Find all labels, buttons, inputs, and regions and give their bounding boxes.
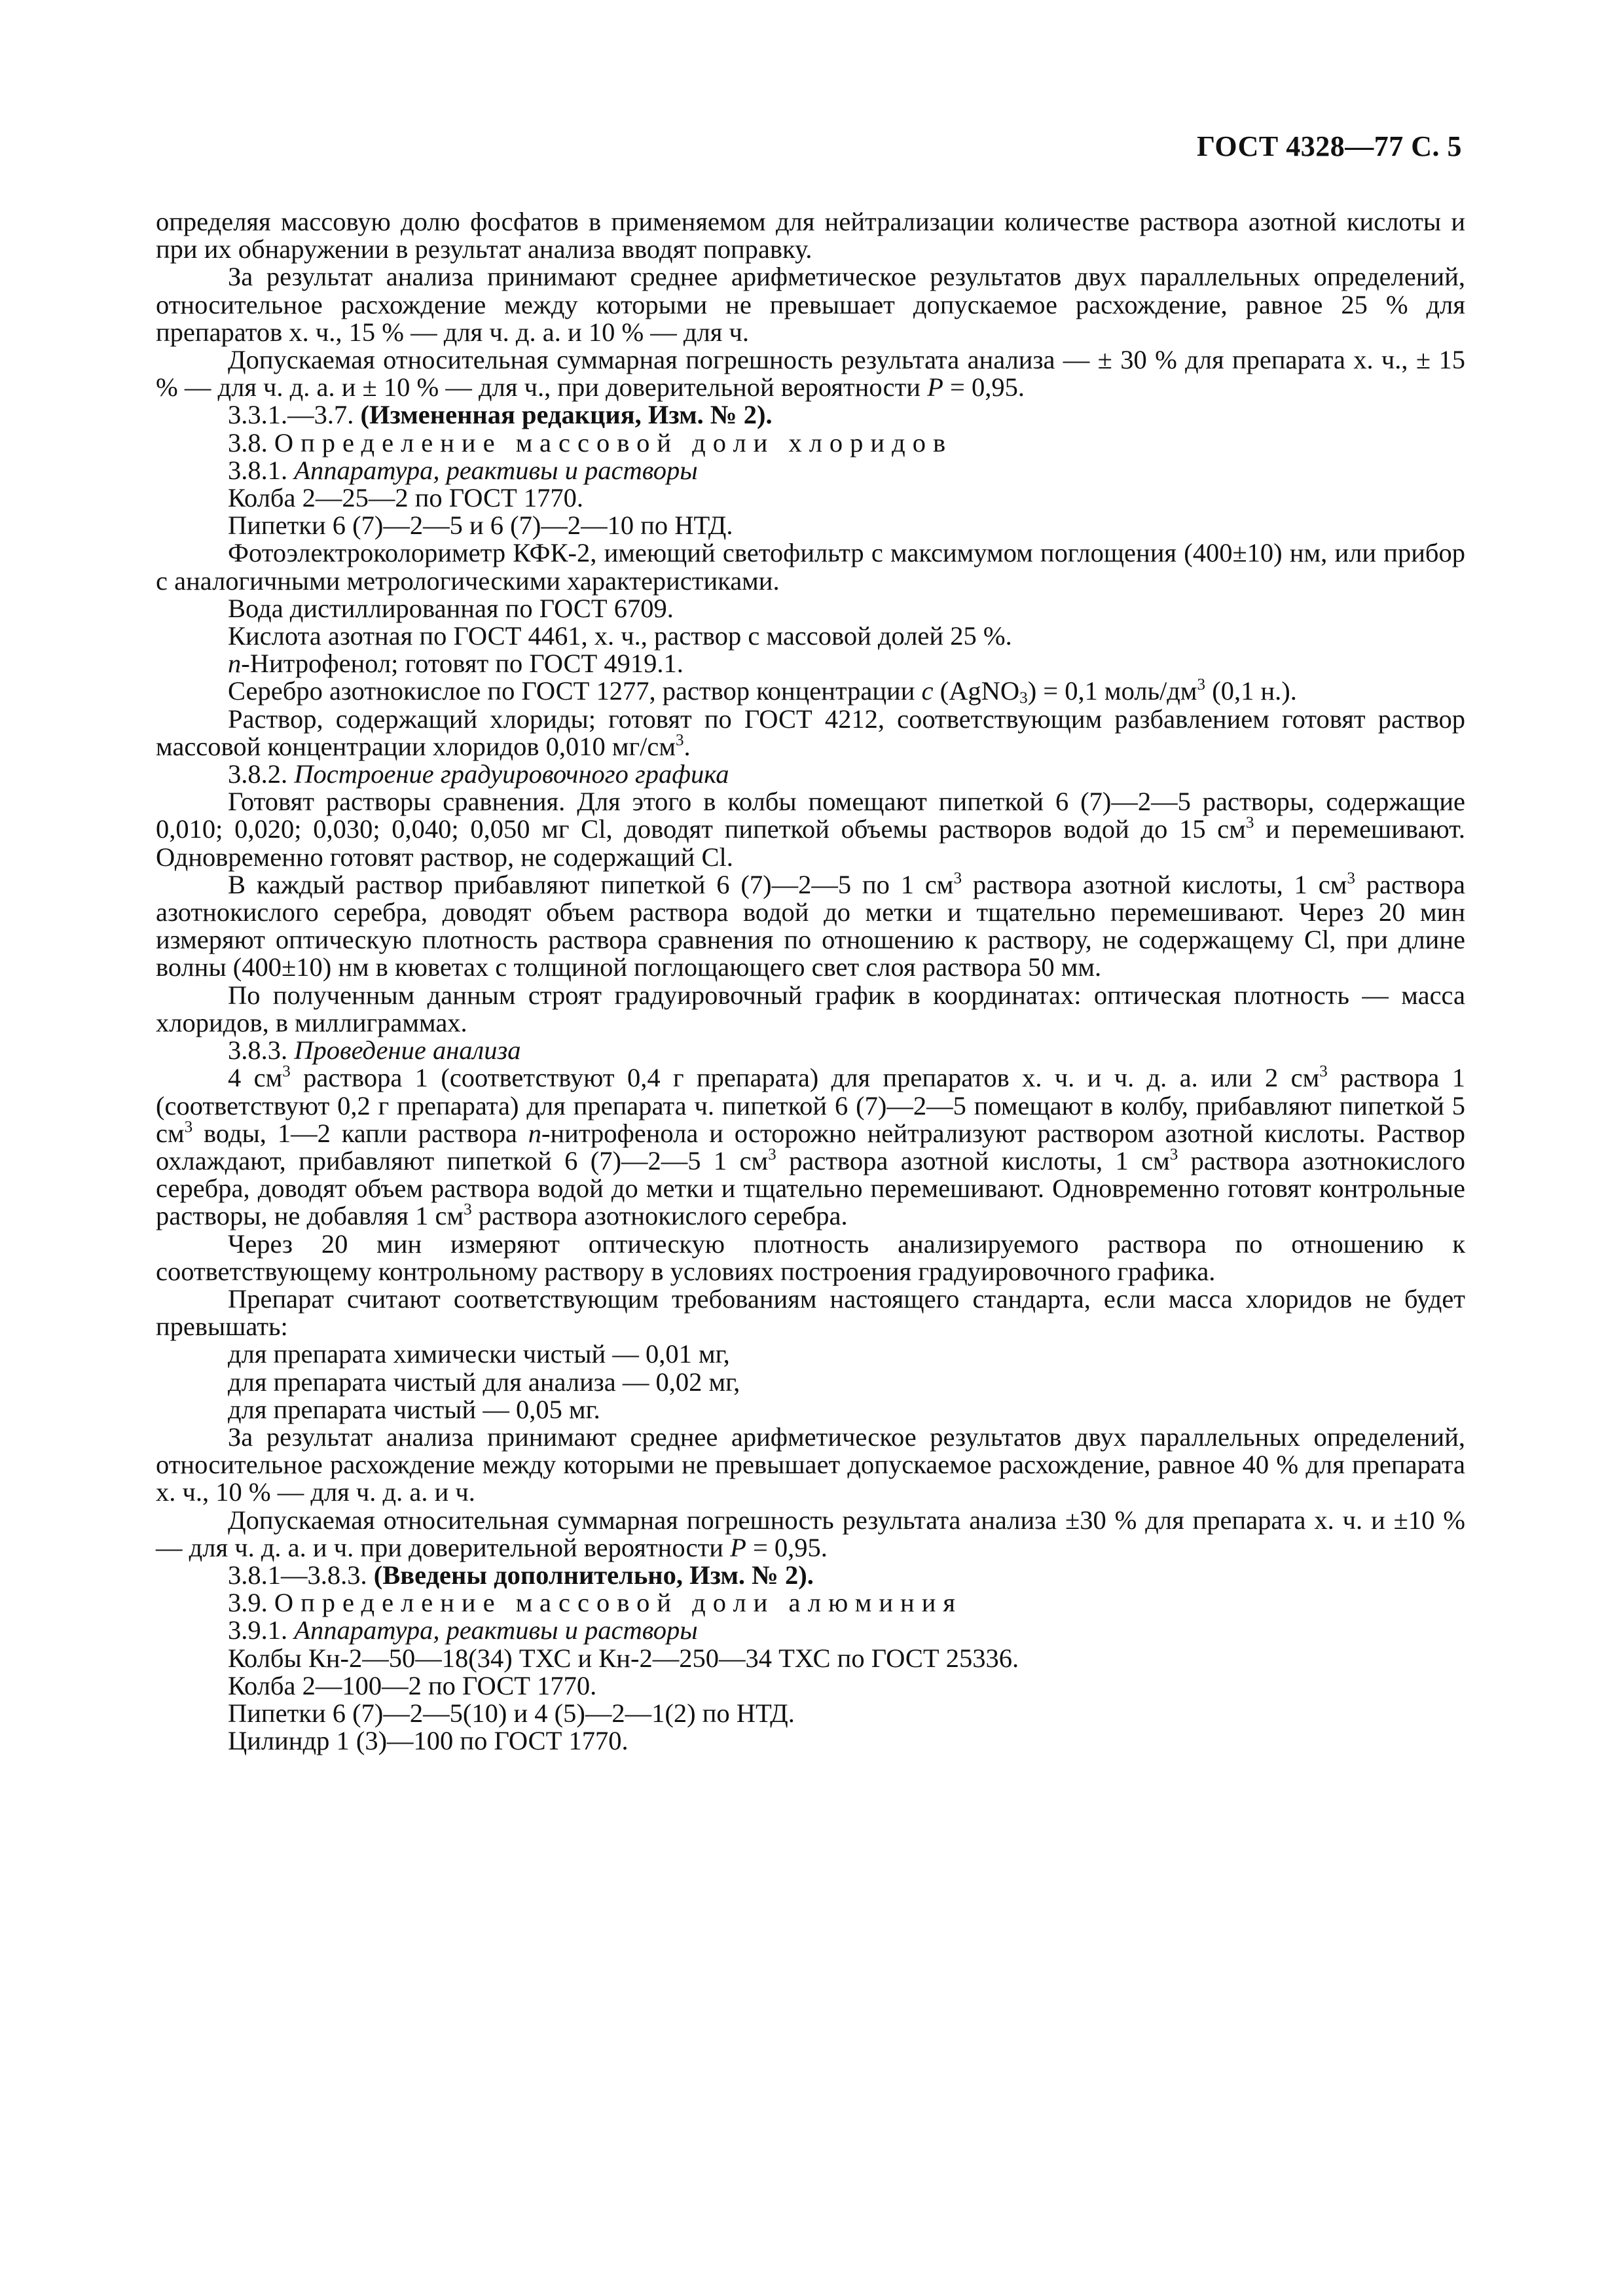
section-number: 3.8.2.	[228, 759, 295, 789]
subsection-title: Проведение анализа	[294, 1035, 521, 1066]
paragraph: Пипетки 6 (7)—2—5(10) и 4 (5)—2—1(2) по НТД.	[228, 1698, 795, 1728]
page-header: ГОСТ 4328—77 С. 5	[1196, 130, 1462, 162]
text-run: Допускаемая относительная суммарная погрешность результата анализа ±30 % для препарата х. ч. и ±10 % — для ч. д. а. и ч. при доверительной вероятности	[156, 1505, 1465, 1562]
text-run: 3.8.1—3.8.3.	[228, 1560, 374, 1590]
superscript: 3	[1197, 675, 1206, 694]
text-run: -Нитрофенол; готовят по ГОСТ 4919.1.	[241, 649, 684, 679]
paragraph: Колба 2—25—2 по ГОСТ 1770.	[228, 483, 583, 513]
math-variable: P	[927, 372, 943, 403]
paragraph	[156, 650, 1465, 677]
text-run: 4 см	[228, 1063, 283, 1093]
section-number: 3.9.	[228, 1588, 274, 1618]
superscript: 3	[675, 731, 684, 749]
subsection-heading	[156, 1037, 1465, 1064]
superscript: 3	[953, 869, 962, 888]
subscript: 3	[1019, 689, 1028, 708]
amendment-note	[156, 401, 1465, 429]
text-run: Раствор, содержащий хлориды; готовят по ГОСТ 4212, соответствующим разбавлением готовят раствор массовой концентрации хлоридов 0,010 мг/см	[156, 704, 1465, 761]
paragraph: Колба 2—100—2 по ГОСТ 1770.	[228, 1670, 597, 1700]
amendment-note	[156, 1562, 1465, 1589]
bold-note: (Введены дополнительно, Изм. № 2).	[373, 1560, 814, 1590]
superscript: 3	[1347, 869, 1355, 888]
paragraph: Цилиндр 1 (3)—100 по ГОСТ 1770.	[228, 1726, 629, 1756]
superscript: 3	[1169, 1145, 1178, 1164]
paragraph	[156, 1507, 1465, 1562]
paragraph: За результат анализа принимают среднее арифметическое результатов двух параллельных определений, относительное расхождение между которыми не превышает допускаемое расхождение, равное 25 % для препаратов х. ч., 15 % — для ч. д. а. и 10 % — для ч.	[156, 262, 1465, 347]
subsection-title: Аппаратура, реактивы и растворы	[294, 1615, 698, 1645]
paragraph	[156, 675, 1465, 708]
section-heading	[156, 429, 1465, 457]
text-run: раствора азотной кислоты, 1 см	[776, 1145, 1170, 1175]
text-run: = 0,95.	[746, 1532, 828, 1562]
math-variable: n	[228, 649, 242, 679]
text-run: раствора азотнокислого серебра.	[471, 1201, 848, 1231]
paragraph: Колбы Кн-2—50—18(34) ТХС и Кн-2—250—34 ТХС по ГОСТ 25336.	[228, 1643, 1019, 1673]
section-title: Определение массовой доли хлоридов	[274, 427, 953, 457]
list-item: для препарата чистый — 0,05 мг.	[228, 1394, 600, 1424]
text-run: Допускаемая относительная суммарная погрешность результата анализа — ± 30 % для препарата х. ч., ± 15 % — для ч. д. а. и ± 10 % — для ч., при доверительной вероятности	[156, 345, 1465, 403]
text-run: раствора азотнокислого серебра, доводят объем раствора водой до метки и тщательно перемешивают. Через 20 мин измеряют оптическую плотность раствора сравнения по отношению к раствору, не содержащему Cl, при длине волны (400±10) нм в кюветах с толщиной поглощающего свет слоя раствора 50 мм.	[156, 869, 1465, 982]
subsection-heading	[156, 1617, 1465, 1644]
paragraph: Кислота азотная по ГОСТ 4461, х. ч., раствор с массовой долей 25 %.	[228, 621, 1012, 651]
text-run: (0,1 н.).	[1205, 676, 1297, 706]
text-run: раствора 1 (соответствуют 0,2 г препарата) для препарата ч. пипеткой 6 (7)—2—5 помещают в колбу, прибавляют пипеткой 5 см	[156, 1063, 1465, 1148]
list-item: для препарата химически чистый — 0,01 мг,	[228, 1339, 730, 1369]
text-run: Готовят растворы сравнения. Для этого в колбы помещают пипеткой 6 (7)—2—5 растворы, содержащие 0,010; 0,020; 0,030; 0,040; 0,050 мг Cl, доводят пипеткой объемы растворов водой до 15 см	[156, 787, 1465, 844]
superscript: 3	[768, 1145, 776, 1164]
section-number: 3.8.1.	[228, 455, 295, 485]
paragraph: Фотоэлектроколориметр КФК-2, имеющий светофильтр с максимумом поглощения (400±10) нм, или прибор с аналогичными метрологическими характеристиками.	[156, 538, 1465, 596]
paragraph: Вода дистиллированная по ГОСТ 6709.	[228, 593, 674, 623]
text-run: воды, 1—2 капли раствора	[192, 1118, 528, 1148]
superscript: 3	[184, 1118, 193, 1136]
text-run: (AgNO	[933, 676, 1020, 706]
paragraph	[156, 788, 1465, 871]
text-run: = 0,95.	[943, 372, 1025, 403]
math-variable: c	[921, 676, 934, 706]
paragraph	[156, 346, 1465, 401]
text-run: .	[684, 731, 691, 761]
paragraph: определяя массовую долю фосфатов в применяемом для нейтрализации количестве раствора азотной кислоты и при их обнаружении в результат анализа вводят поправку.	[156, 207, 1465, 264]
superscript: 3	[464, 1200, 472, 1219]
text-run: раствора азотной кислоты, 1 см	[962, 869, 1347, 899]
paragraph: По полученным данным строят градуировочный график в координатах: оптическая плотность — масса хлоридов, в миллиграммах.	[156, 980, 1465, 1037]
paragraph	[156, 871, 1465, 982]
paragraph	[156, 1064, 1465, 1230]
text-run: 3.3.1.—3.7.	[228, 400, 361, 430]
text-run: раствора 1 (соответствуют 0,4 г препарата) для препаратов х. ч. и ч. д. а. или 2 см	[290, 1063, 1320, 1093]
text-run: ) = 0,1 моль/дм	[1027, 676, 1197, 706]
text-run: раствора азотнокислого серебра, доводят объем раствора водой до метки и тщательно перемешивают. Одновременно готовят контрольные растворы, не добавляя 1 см	[156, 1145, 1465, 1231]
text-run: -нитрофенола и осторожно нейтрализуют раствором азотной кислоты. Раствор охлаждают, прибавляют пипеткой 6 (7)—2—5 1 см	[156, 1118, 1465, 1175]
list-item: для препарата чистый для анализа — 0,02 мг,	[228, 1367, 740, 1397]
section-number: 3.8.3.	[228, 1035, 295, 1066]
superscript: 3	[282, 1062, 291, 1081]
section-title: Определение массовой доли алюминия	[274, 1588, 963, 1618]
paragraph	[156, 706, 1465, 761]
paragraph: Препарат считают соответствующим требованиям настоящего стандарта, если масса хлоридов не будет превышать:	[156, 1283, 1465, 1342]
section-number: 3.8.	[228, 427, 274, 457]
paragraph: За результат анализа принимают среднее арифметическое результатов двух параллельных определений, относительное расхождение между которыми не превышает допускаемое расхождение, равное 40 % для препарата х. ч., 10 % — для ч. д. а. и ч.	[156, 1422, 1465, 1507]
subsection-heading	[156, 761, 1465, 788]
paragraph: Пипетки 6 (7)—2—5 и 6 (7)—2—10 по НТД.	[228, 511, 733, 541]
paragraph: Через 20 мин измеряют оптическую плотность анализируемого раствора по отношению к соответствующему контрольному раствору в условиях построения градуировочного графика.	[156, 1229, 1465, 1286]
subsection-title: Аппаратура, реактивы и растворы	[294, 455, 698, 485]
section-number: 3.9.1.	[228, 1615, 295, 1645]
document-body	[156, 208, 1465, 1755]
text-run: В каждый раствор прибавляют пипеткой 6 (7)—2—5 по 1 см	[228, 869, 954, 899]
bold-note: (Измененная редакция, Изм. № 2).	[360, 400, 773, 430]
section-heading	[156, 1589, 1465, 1617]
math-variable: n	[528, 1118, 542, 1148]
text-run: Серебро азотнокислое по ГОСТ 1277, раствор концентрации	[228, 676, 922, 706]
math-variable: P	[730, 1532, 746, 1562]
subsection-heading	[156, 457, 1465, 484]
superscript: 3	[1319, 1062, 1328, 1081]
text-run: и перемешивают. Одновременно готовят раствор, не содержащий Cl.	[156, 814, 1465, 872]
subsection-title: Построение градуировочного графика	[294, 759, 729, 789]
superscript: 3	[1245, 814, 1254, 832]
